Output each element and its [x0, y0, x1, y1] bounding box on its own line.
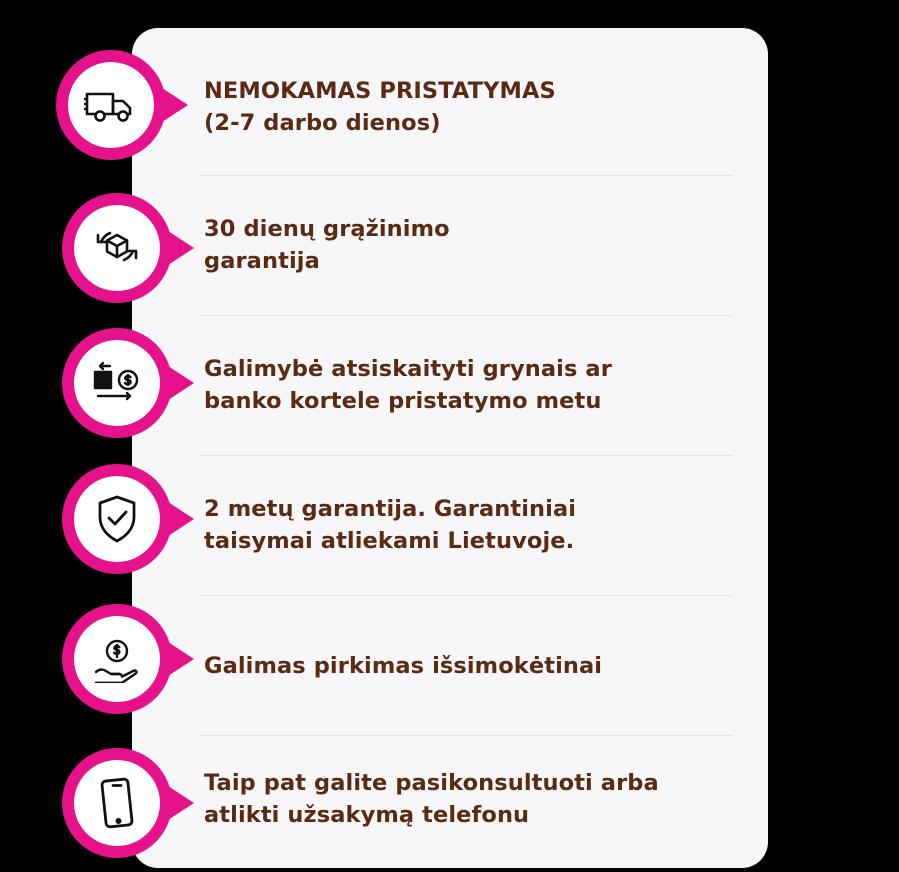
benefit-text: [204, 214, 744, 278]
benefit-line: garantija: [204, 247, 320, 274]
benefit-line: taisymai atliekami Lietuvoje.: [204, 527, 575, 554]
benefit-line: banko kortele pristatymo metu: [204, 387, 602, 414]
benefit-line: NEMOKAMAS PRISTATYMAS: [204, 78, 556, 104]
list-item[interactable]: [132, 456, 768, 596]
benefit-icon-badge: [62, 748, 172, 858]
badge-pointer: [162, 88, 188, 122]
hand-coin-icon: [74, 616, 160, 702]
badge-pointer: [168, 786, 194, 820]
badge-pointer: [168, 366, 194, 400]
badge-pointer: [168, 502, 194, 536]
benefit-line: Taip pat galite pasikonsultuoti arba: [204, 770, 659, 796]
benefit-icon-badge: [56, 50, 166, 160]
delivery-truck-icon: [68, 62, 154, 148]
badge-pointer: [168, 231, 194, 265]
benefit-line: 30 dienų grąžinimo: [204, 216, 450, 242]
list-item[interactable]: [132, 736, 768, 868]
mobile-phone-icon: [74, 760, 160, 846]
benefit-line: Galimybė atsiskaityti grynais ar: [204, 356, 612, 382]
list-item[interactable]: [132, 28, 768, 176]
benefit-text: [204, 76, 744, 140]
benefit-icon-badge: [62, 464, 172, 574]
list-item[interactable]: [132, 316, 768, 456]
benefit-text: [204, 354, 744, 418]
benefit-line: (2-7 darbo dienos): [204, 109, 441, 136]
benefits-panel: [132, 28, 768, 868]
shield-check-icon: [74, 476, 160, 562]
list-item[interactable]: [132, 596, 768, 736]
cash-on-delivery-icon: [74, 340, 160, 426]
benefit-icon-badge: [62, 604, 172, 714]
benefit-icon-badge: [62, 328, 172, 438]
benefit-line: 2 metų garantija. Garantiniai: [204, 496, 577, 522]
benefit-list: [132, 28, 768, 868]
list-item[interactable]: [132, 176, 768, 316]
benefit-text: [204, 768, 744, 832]
badge-pointer: [168, 642, 194, 676]
benefit-line: atlikti užsakymą telefonu: [204, 801, 530, 828]
benefit-icon-badge: [62, 193, 172, 303]
benefit-text: [204, 651, 744, 683]
return-box-arrow-icon: [74, 205, 160, 291]
benefit-line: Galimas pirkimas išsimokėtinai: [204, 653, 603, 679]
benefit-text: [204, 494, 744, 558]
